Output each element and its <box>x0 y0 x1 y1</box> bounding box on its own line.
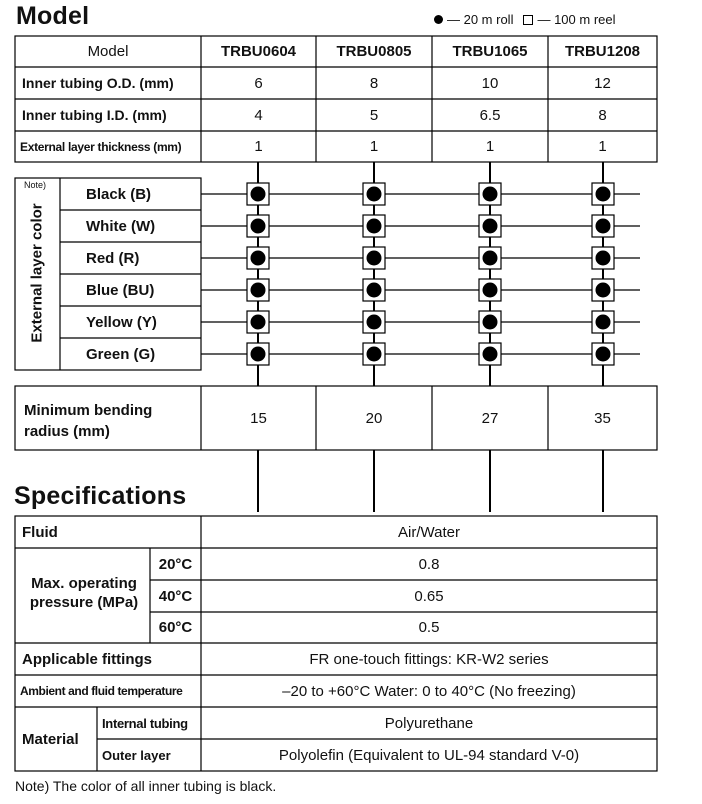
color-label: Blue (BU) <box>86 281 155 299</box>
availability-marker <box>247 343 269 365</box>
pressure-label <box>22 574 146 612</box>
outer-label: Outer layer <box>102 747 171 763</box>
material-label: Material <box>22 730 79 748</box>
availability-marker <box>479 247 501 269</box>
availability-marker <box>247 311 269 333</box>
availability-marker <box>363 279 385 301</box>
availability-marker <box>592 343 614 365</box>
availability-marker <box>479 215 501 237</box>
fittings-label: Applicable fittings <box>22 650 153 668</box>
table-cell: 6.5 <box>479 106 501 124</box>
table-cell: 1 <box>485 138 495 155</box>
bending-value: 15 <box>250 409 267 427</box>
fluid-label: Fluid <box>22 523 58 541</box>
legend-reel-label: — 100 m reel <box>537 12 616 27</box>
availability-marker <box>479 279 501 301</box>
pressure-label-line1: Max. operating <box>31 575 137 592</box>
pressure-label-line2: pressure (MPa) <box>29 594 139 611</box>
table-cell: 5 <box>369 106 379 124</box>
availability-marker <box>363 183 385 205</box>
bending-label-line1: Minimum bending <box>24 402 153 419</box>
availability-marker <box>363 343 385 365</box>
availability-marker <box>479 343 501 365</box>
temp-label: 60°C <box>158 619 193 636</box>
legend-roll-label: — 20 m roll <box>447 12 514 27</box>
availability-marker <box>363 247 385 269</box>
model-name: TRBU0604 <box>220 43 297 60</box>
row-label-id: Inner tubing I.D. (mm) <box>22 107 167 123</box>
availability-marker <box>247 279 269 301</box>
availability-marker <box>247 183 269 205</box>
temp-label: 40°C <box>158 587 193 605</box>
availability-marker <box>592 183 614 205</box>
model-name: TRBU1065 <box>452 43 528 60</box>
model-header-label: Model <box>87 43 129 60</box>
availability-marker <box>479 183 501 205</box>
row-label-thickness: External layer thickness (mm) <box>20 139 182 154</box>
temperature-label: Ambient and fluid temperature <box>20 684 183 698</box>
table-cell: 10 <box>481 74 499 92</box>
temperature-value: –20 to +60°C Water: 0 to 40°C (No freezing) <box>282 682 576 700</box>
table-cell: 8 <box>369 74 379 92</box>
color-label: White (W) <box>86 217 156 235</box>
internal-value: Polyurethane <box>384 714 474 732</box>
availability-marker <box>363 215 385 237</box>
table-cell: 8 <box>598 106 607 124</box>
bending-label-line2: radius (mm) <box>24 423 110 440</box>
bending-value: 35 <box>594 409 611 427</box>
bending-value: 27 <box>481 409 499 427</box>
pressure-value: 0.65 <box>414 587 444 605</box>
model-name: TRBU1208 <box>564 43 641 60</box>
reel-square-icon <box>523 15 533 25</box>
row-label-od: Inner tubing O.D. (mm) <box>22 75 174 91</box>
pressure-value: 0.8 <box>418 555 440 573</box>
table-cell: 1 <box>369 138 379 155</box>
outer-value: Polyolefin (Equivalent to UL-94 standard V-0) <box>278 746 580 764</box>
availability-marker <box>592 279 614 301</box>
pressure-value: 0.5 <box>418 619 440 636</box>
availability-marker <box>363 311 385 333</box>
model-title: Model <box>16 2 90 30</box>
legend <box>434 12 616 27</box>
availability-marker <box>592 215 614 237</box>
roll-dot-icon <box>434 15 443 24</box>
bending-label <box>24 400 152 442</box>
availability-marker <box>592 311 614 333</box>
table-cell: 6 <box>254 74 263 92</box>
specifications-title: Specifications <box>14 482 187 510</box>
color-label: Black (B) <box>86 185 152 203</box>
table-cell: 4 <box>254 106 263 124</box>
color-label: Yellow (Y) <box>86 313 157 331</box>
note-mark: Note) <box>24 180 47 190</box>
model-name: TRBU0805 <box>336 43 412 60</box>
color-label: Red (R) <box>86 249 140 267</box>
table-cell: 1 <box>254 138 263 155</box>
temp-label: 20°C <box>158 555 193 573</box>
table-cell: 12 <box>594 74 611 92</box>
availability-marker <box>247 215 269 237</box>
availability-marker <box>592 247 614 269</box>
internal-label: Internal tubing <box>102 715 188 731</box>
availability-marker <box>247 247 269 269</box>
table-cell: 1 <box>598 138 607 155</box>
color-group-label: External layer color <box>28 203 46 343</box>
color-label: Green (G) <box>86 345 156 363</box>
footnote: Note) The color of all inner tubing is black. <box>15 778 277 794</box>
availability-marker <box>479 311 501 333</box>
fluid-value: Air/Water <box>398 523 460 541</box>
bending-value: 20 <box>365 409 383 427</box>
fittings-value: FR one-touch fittings: KR-W2 series <box>309 650 549 668</box>
